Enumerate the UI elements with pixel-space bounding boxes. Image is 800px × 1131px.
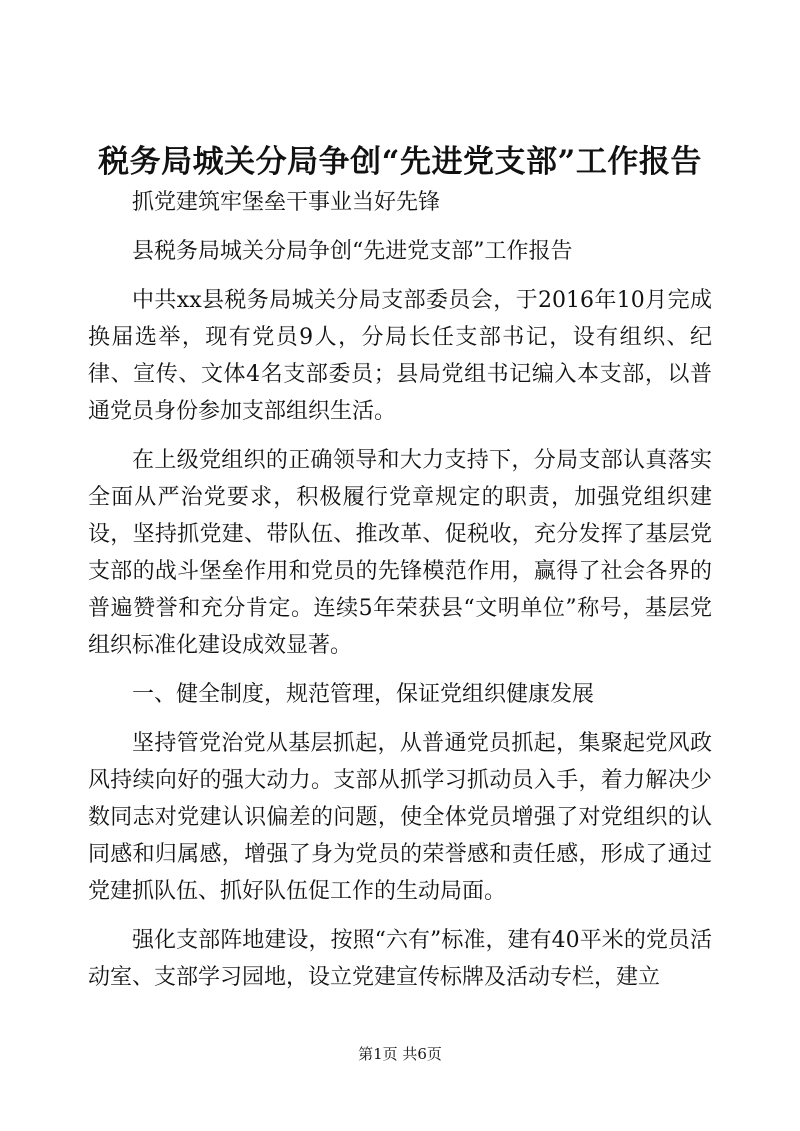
section-heading-1: 一、健全制度，规范管理，保证党组织健康发展 <box>132 682 595 707</box>
paragraph-branch-construction: 强化支部阵地建设，按照“六有”标准，建有40平米的党员活动室、支部学习园地，设立党建宣传标牌及活动专栏，建立 <box>88 928 712 990</box>
paragraph-intro: 中共xx县税务局城关分局支部委员会，于2016年10月完成换届选举，现有党员9人，分局长任支部书记，设有组织、纪律、宣传、文体4名支部委员；县局党组书记编入本支部，以普通党员身份参加支部组织生活。 <box>88 288 712 424</box>
document-title: 税务局城关分局争创“先进党支部”工作报告 <box>98 144 702 180</box>
paragraph-party-management: 坚持管党治党从基层抓起，从普通党员抓起，集聚起党风政风持续向好的强大动力。支部从抓学习抓动员入手，着力解决少数同志对党建认识偏差的问题，使全体党员增强了对党组织的认同感和归属感，增强了身为党员的荣誉感和责任感，形成了通过党建抓队伍、抓好队伍促工作的生动局面。 <box>88 731 712 904</box>
paragraph-report-title: 县税务局城关分局争创“先进党支部”工作报告 <box>132 239 573 264</box>
paragraph-subtitle: 抓党建筑牢堡垒干事业当好先锋 <box>132 190 441 215</box>
document-body <box>88 184 712 996</box>
page-footer: 第1页 共6页 <box>358 1045 442 1063</box>
paragraph-leadership: 在上级党组织的正确领导和大力支持下，分局支部认真落实全面从严治党要求，积极履行党章规定的职责，加强党组织建设，坚持抓党建、带队伍、推改革、促税收，充分发挥了基层党支部的战斗堡垒作用和党员的先锋模范作用，赢得了社会各界的普遍赞誉和充分肯定。连续5年荣获县“文明单位”称号，基层党组织标准化建设成效显著。 <box>88 448 712 658</box>
